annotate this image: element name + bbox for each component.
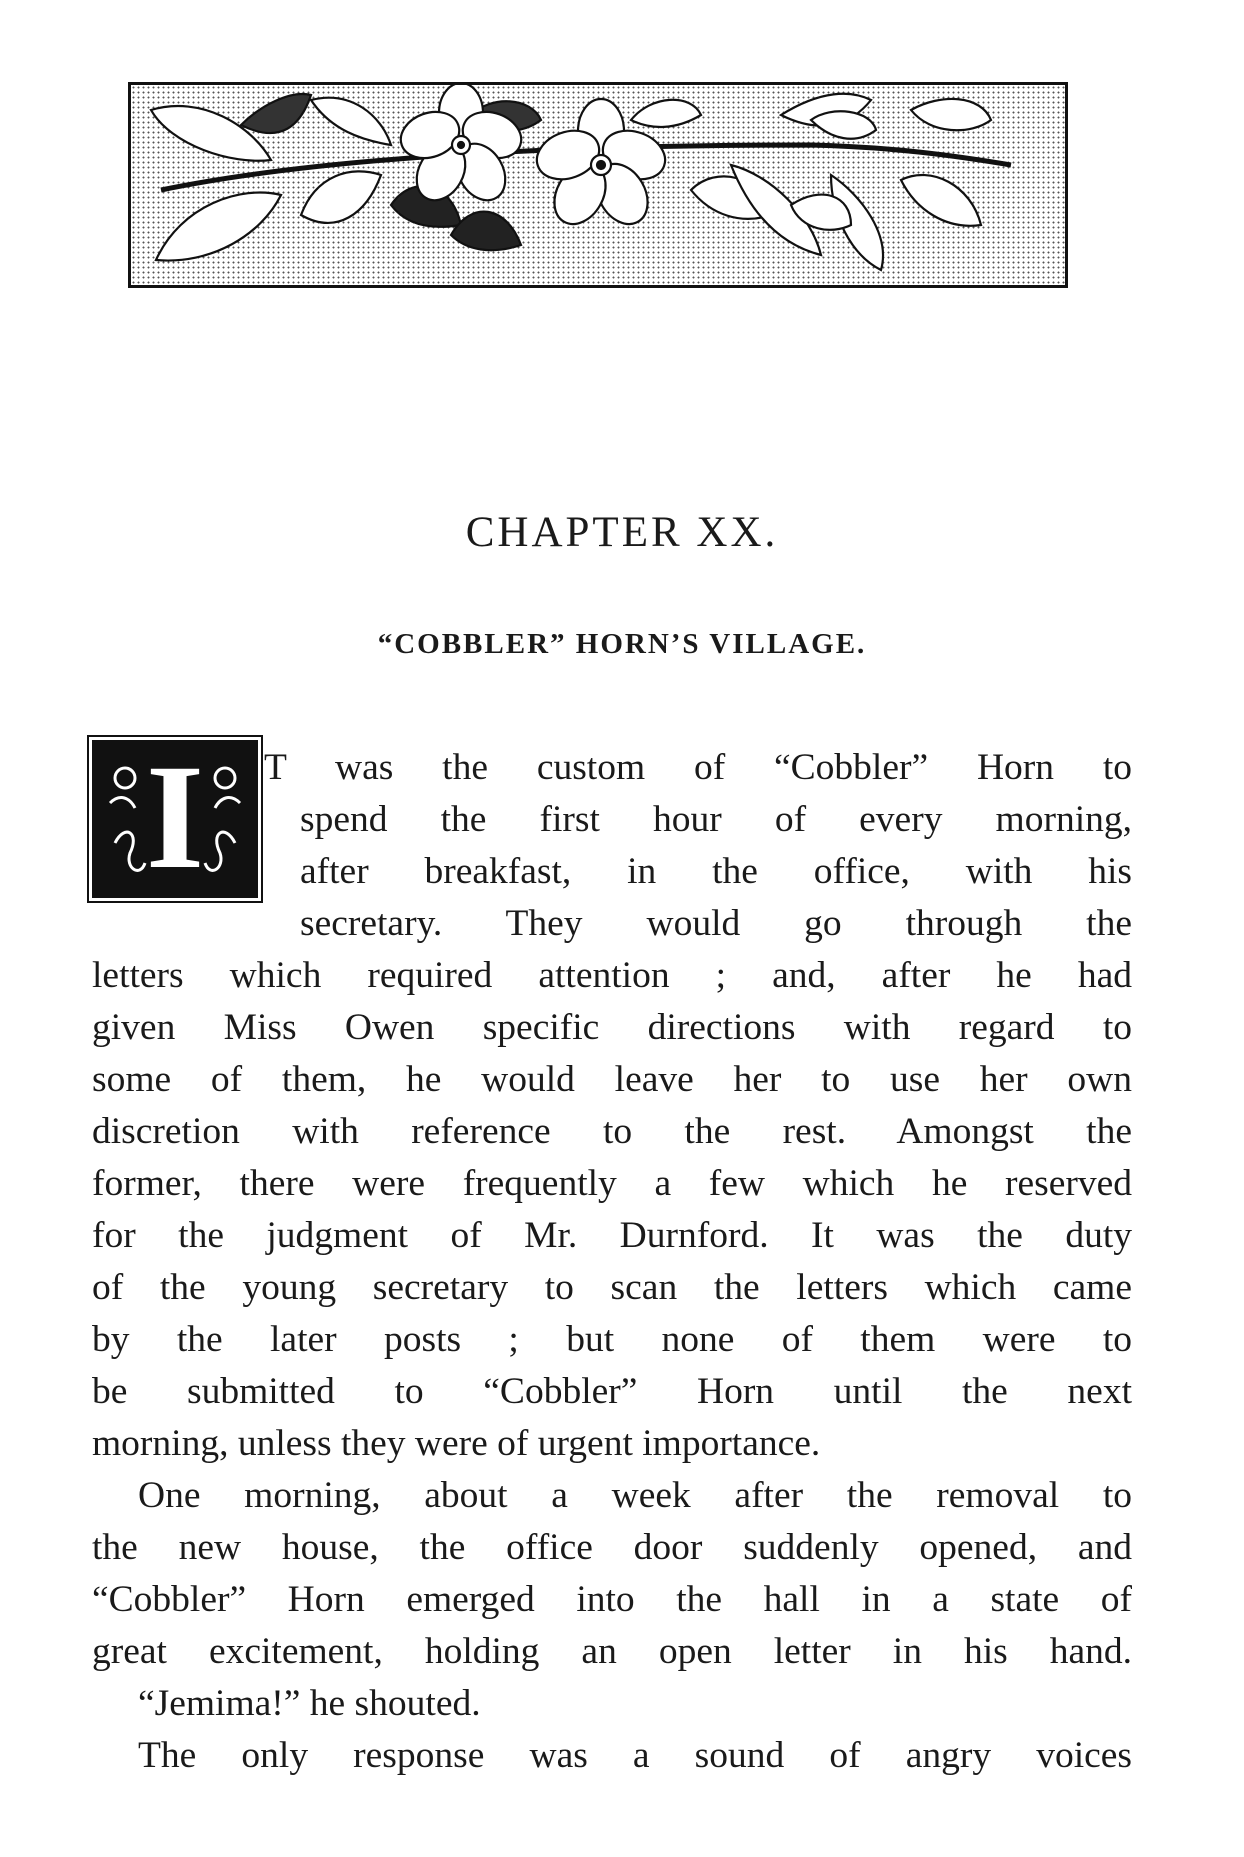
body-text-line: discretion with reference to the rest. Amongst the bbox=[92, 1111, 1132, 1152]
body-text-line: be submitted to “Cobbler” Horn until the next bbox=[92, 1371, 1132, 1412]
body-text-line: the new house, the office door suddenly opened, and bbox=[92, 1527, 1132, 1568]
body-text-line: some of them, he would leave her to use her own bbox=[92, 1059, 1132, 1100]
floral-headpiece bbox=[128, 82, 1068, 288]
body-text-line: T was the custom of “Cobbler” Horn to bbox=[264, 747, 1132, 788]
body-text-line: letters which required attention ; and, after he had bbox=[92, 955, 1132, 996]
body-text-line: for the judgment of Mr. Durnford. It was the duty bbox=[92, 1215, 1132, 1256]
initial-letter: I bbox=[145, 734, 205, 900]
body-text-line: secretary. They would go through the bbox=[300, 903, 1132, 944]
body-text-line: “Jemima!” he shouted. bbox=[138, 1683, 481, 1724]
flower-branch-illustration bbox=[131, 85, 1065, 285]
body-text-line: great excitement, holding an open letter in his hand. bbox=[92, 1631, 1132, 1672]
body-text-line: given Miss Owen specific directions with regard to bbox=[92, 1007, 1132, 1048]
body-text-line: by the later posts ; but none of them were to bbox=[92, 1319, 1132, 1360]
body-text-line: after breakfast, in the office, with his bbox=[300, 851, 1132, 892]
body-text-line: The only response was a sound of angry voices bbox=[138, 1735, 1132, 1776]
body-text-line: morning, unless they were of urgent importance. bbox=[92, 1423, 821, 1464]
body-text-line: “Cobbler” Horn emerged into the hall in a state of bbox=[92, 1579, 1132, 1620]
body-text-line: of the young secretary to scan the letters which came bbox=[92, 1267, 1132, 1308]
body-text-line: former, there were frequently a few which he reserved bbox=[92, 1163, 1132, 1204]
chapter-subtitle: “COBBLER” HORN’S VILLAGE. bbox=[377, 628, 867, 660]
chapter-title: CHAPTER XX. bbox=[465, 509, 779, 556]
body-text-line: One morning, about a week after the removal to bbox=[138, 1475, 1132, 1516]
body-text-line: spend the first hour of every morning, bbox=[300, 799, 1132, 840]
decorated-initial bbox=[92, 734, 258, 900]
